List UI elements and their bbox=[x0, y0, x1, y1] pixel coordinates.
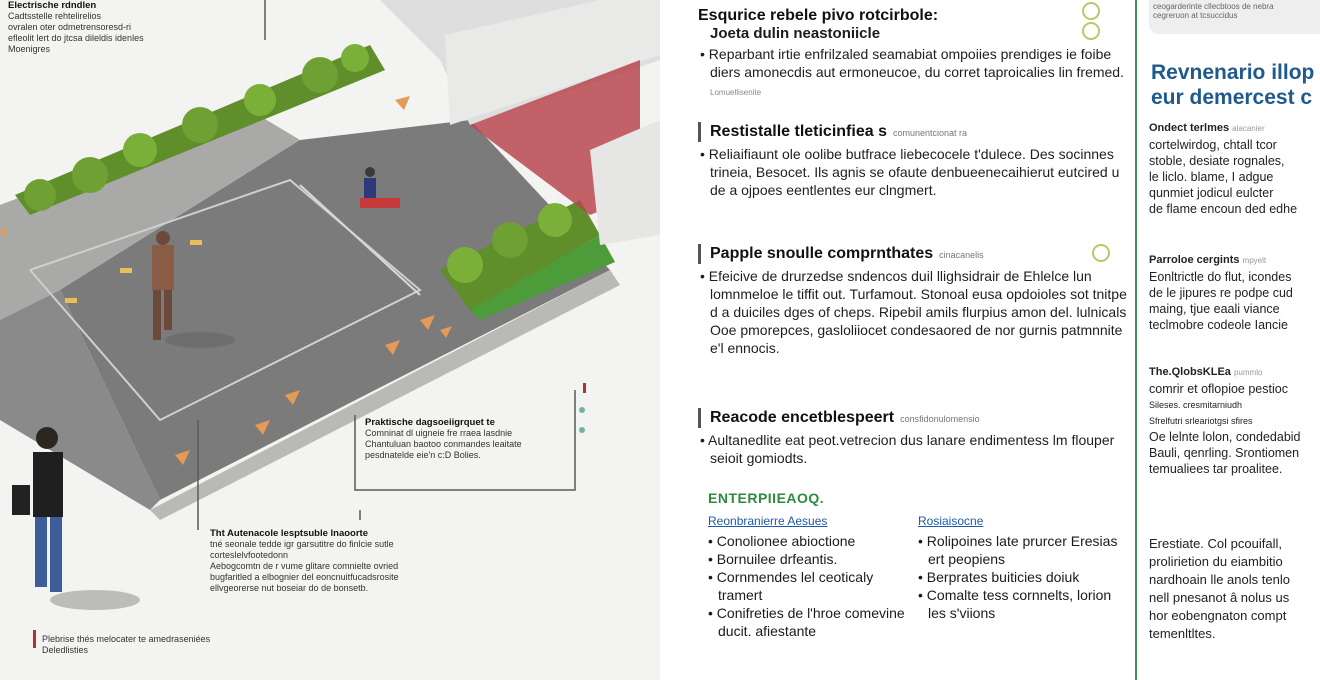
annotation-line: Deledlisties bbox=[42, 645, 89, 655]
side-title-line: Revnenario illop bbox=[1151, 61, 1315, 84]
list-item: • Conifreties de l'hroe comevine ducit. afiestante bbox=[708, 605, 905, 639]
side-line: maing, tjue eaali viance bbox=[1149, 302, 1280, 316]
info-panel bbox=[660, 0, 1135, 680]
section-3 bbox=[698, 244, 1128, 357]
side-line: Sileses. cresmitarniudh bbox=[1149, 400, 1243, 410]
annotation-line: bugfaritled a elbognier del eoncnuitfucadsrosite bbox=[210, 572, 399, 582]
enterprise-column-1 bbox=[708, 512, 918, 640]
list-item: • Bornuilee drfeantis. bbox=[708, 551, 838, 567]
side-line: temualiees tar proalitee. bbox=[1149, 462, 1283, 476]
section-heading: Reacode encetblespeert consfidonulomensio bbox=[710, 409, 980, 426]
annotation-middle bbox=[365, 417, 565, 461]
annotation-line: pesdnatelde eie'n c:D Bolies. bbox=[365, 450, 481, 460]
column-header: Rosiaisocne bbox=[918, 514, 984, 528]
side-line: qunmiet jodicul eulcter bbox=[1149, 186, 1274, 200]
annotation-line: Plebrise thés melocater te amedraseniées bbox=[42, 634, 211, 644]
side-line: cortelwirdog, chtall tcor bbox=[1149, 138, 1277, 152]
section-heading: Papple snoulle comprnthates cinacanelis bbox=[710, 245, 984, 262]
side-heading: Parroloe cergints mpyelt bbox=[1149, 254, 1267, 266]
side-column bbox=[1135, 0, 1320, 680]
leaf-icon bbox=[1082, 2, 1100, 20]
annotation-title: Tht Autenacole lesptsuble lnaoorte bbox=[210, 528, 369, 539]
annotation-title: Praktische dagsoeiigrquet te bbox=[365, 417, 495, 428]
enterprise-block bbox=[708, 490, 1128, 640]
side-title bbox=[1151, 60, 1314, 110]
annotation-line: tné seonale tedde igr garsutitre do finlcie sutle bbox=[210, 539, 394, 549]
side-line: Bauli, qenrling. Srontiomen bbox=[1149, 446, 1300, 460]
annotation-line: corteslelvfootedonn bbox=[210, 550, 289, 560]
list-item: • Rolipoines late prurcer Eresias ert peopiens bbox=[918, 533, 1118, 567]
section-text: • Reliaifiaunt ole oolibe butfrace liebecocele t'dulece. Des socinnes trineia, Besocet. Ils agnis se ofaute denbueenecaihierut eutcired u de a ojpoes eentlentes eur clngmert. bbox=[700, 146, 1120, 198]
side-line: Oe lelnte lolon, condedabid bbox=[1149, 430, 1301, 444]
annotation-line: Aebogcomtn de r vume glitare comnielte ovried bbox=[210, 561, 399, 571]
section-1 bbox=[698, 6, 1128, 102]
side-line: Erestiate. Col pcouifall, bbox=[1149, 536, 1282, 551]
annotation-footer bbox=[42, 634, 262, 656]
annotation-line: ellvgeorerse nut boseiar do de bonsetb. bbox=[210, 583, 369, 593]
section-text: • Aultanedlite eat peot.vetrecion dus lanare endimentess lm flouper seioit gomiodts. bbox=[700, 432, 1115, 466]
annotation-title: Electrische rdndlen bbox=[8, 0, 97, 11]
side-line: Eonltrictle do flut, icondes bbox=[1149, 270, 1292, 284]
search-icon bbox=[1092, 244, 1110, 262]
side-section-2 bbox=[1149, 252, 1320, 333]
side-section-4 bbox=[1149, 535, 1320, 643]
list-item: • Cornmendes lel ceoticaly tramert bbox=[708, 569, 874, 603]
side-line: teclmobre codeole Iancie bbox=[1149, 318, 1288, 332]
side-heading: Ondect terlmes alacanier bbox=[1149, 122, 1265, 134]
section-subheading: Joeta dulin neastoniicle bbox=[710, 25, 881, 42]
leaf-icon bbox=[1082, 22, 1100, 40]
list-item: • Comalte tess cornnelts, lorion les s'viions bbox=[918, 587, 1112, 621]
side-line: Sfrelfutri srleariotgsi sfires bbox=[1149, 416, 1253, 426]
side-line: le liclo. blame, I adgue bbox=[1149, 170, 1274, 184]
annotation-line: Comninat dl uigneie fre rraea lasdnie bbox=[365, 428, 513, 438]
tiny-note: Lomuellisenite bbox=[710, 88, 762, 97]
enterprise-columns bbox=[708, 512, 1128, 640]
top-note-box bbox=[1149, 0, 1320, 34]
side-section-3 bbox=[1149, 364, 1320, 477]
annotation-line: efleolit lert do jtcsa dileldis idenles bbox=[8, 33, 144, 43]
side-line: comrir et oflopioe pestioc bbox=[1149, 382, 1288, 396]
side-line: temenltltes. bbox=[1149, 626, 1216, 641]
side-line: stoble, desiate rognales, bbox=[1149, 154, 1285, 168]
side-line: nardhoain lle anols tenlo bbox=[1149, 572, 1290, 587]
enterprise-column-2 bbox=[918, 512, 1128, 640]
side-title-line: eur demercest c bbox=[1151, 86, 1313, 109]
enterprise-title: ENTERPIIEAOQ. bbox=[708, 490, 825, 506]
annotation-bottom bbox=[210, 528, 480, 594]
section-2 bbox=[698, 122, 1128, 199]
list-item: • Berprates buiticies doiuk bbox=[918, 569, 1080, 585]
side-heading: The.QlobsKLEa pummlo bbox=[1149, 366, 1263, 378]
side-line: de le jipures re podpe cud bbox=[1149, 286, 1293, 300]
annotation-line: ovralen oter odmetrensoresd-ri bbox=[8, 22, 132, 32]
annotation-top-left bbox=[8, 0, 238, 55]
section-text: • Efeicive de drurzedse sndencos duil llighsidrair de Ehlelce lun lomnmeloe le tiffit out. Turfamout. Stonoal eusa opdoioles sot tnitpe d a duiciles dges of cheps. Ripebil amils flurpius amon del. lulnicals Ooe pmorepces, gasloliiocet condesaored de nor gurnis patmnnite e'l ennocis. bbox=[700, 268, 1127, 356]
side-line: hor eobengnaton compt bbox=[1149, 608, 1287, 623]
side-line: prolirietion du eiambitio bbox=[1149, 554, 1283, 569]
section-heading: Esqurice rebele pivo rotcirbole: bbox=[698, 7, 939, 24]
list-item: • Conolionee abioctione bbox=[708, 533, 856, 549]
note-line: ceogarderinte cllecbtoos de nebra bbox=[1153, 2, 1274, 11]
side-line: nell pnesanot â nolus us bbox=[1149, 590, 1290, 605]
side-line: de flame encoun ded edhe bbox=[1149, 202, 1298, 216]
column-header: Reonbranierre Aesues bbox=[708, 514, 828, 528]
note-line: cegreruon at tcsuccidus bbox=[1153, 11, 1238, 20]
section-text: • Reparbant irtie enfrilzaled seamabiat ompoiies prendiges ie foibe diers amonecdis aut ermoneucoe, du corret taproicalies lin fremed. Lomuellisenite bbox=[700, 46, 1124, 97]
section-heading: Restistalle tleticinfiea s comunentcionat ra bbox=[710, 123, 968, 140]
annotation-line: Moenigres bbox=[8, 44, 51, 54]
annotation-line: Chantuluan baotoo conmandes leaitate bbox=[365, 439, 522, 449]
side-section-1 bbox=[1149, 120, 1320, 217]
annotation-line: Cadtsstelle rehtelirelios bbox=[8, 11, 102, 21]
section-4 bbox=[698, 408, 1128, 467]
